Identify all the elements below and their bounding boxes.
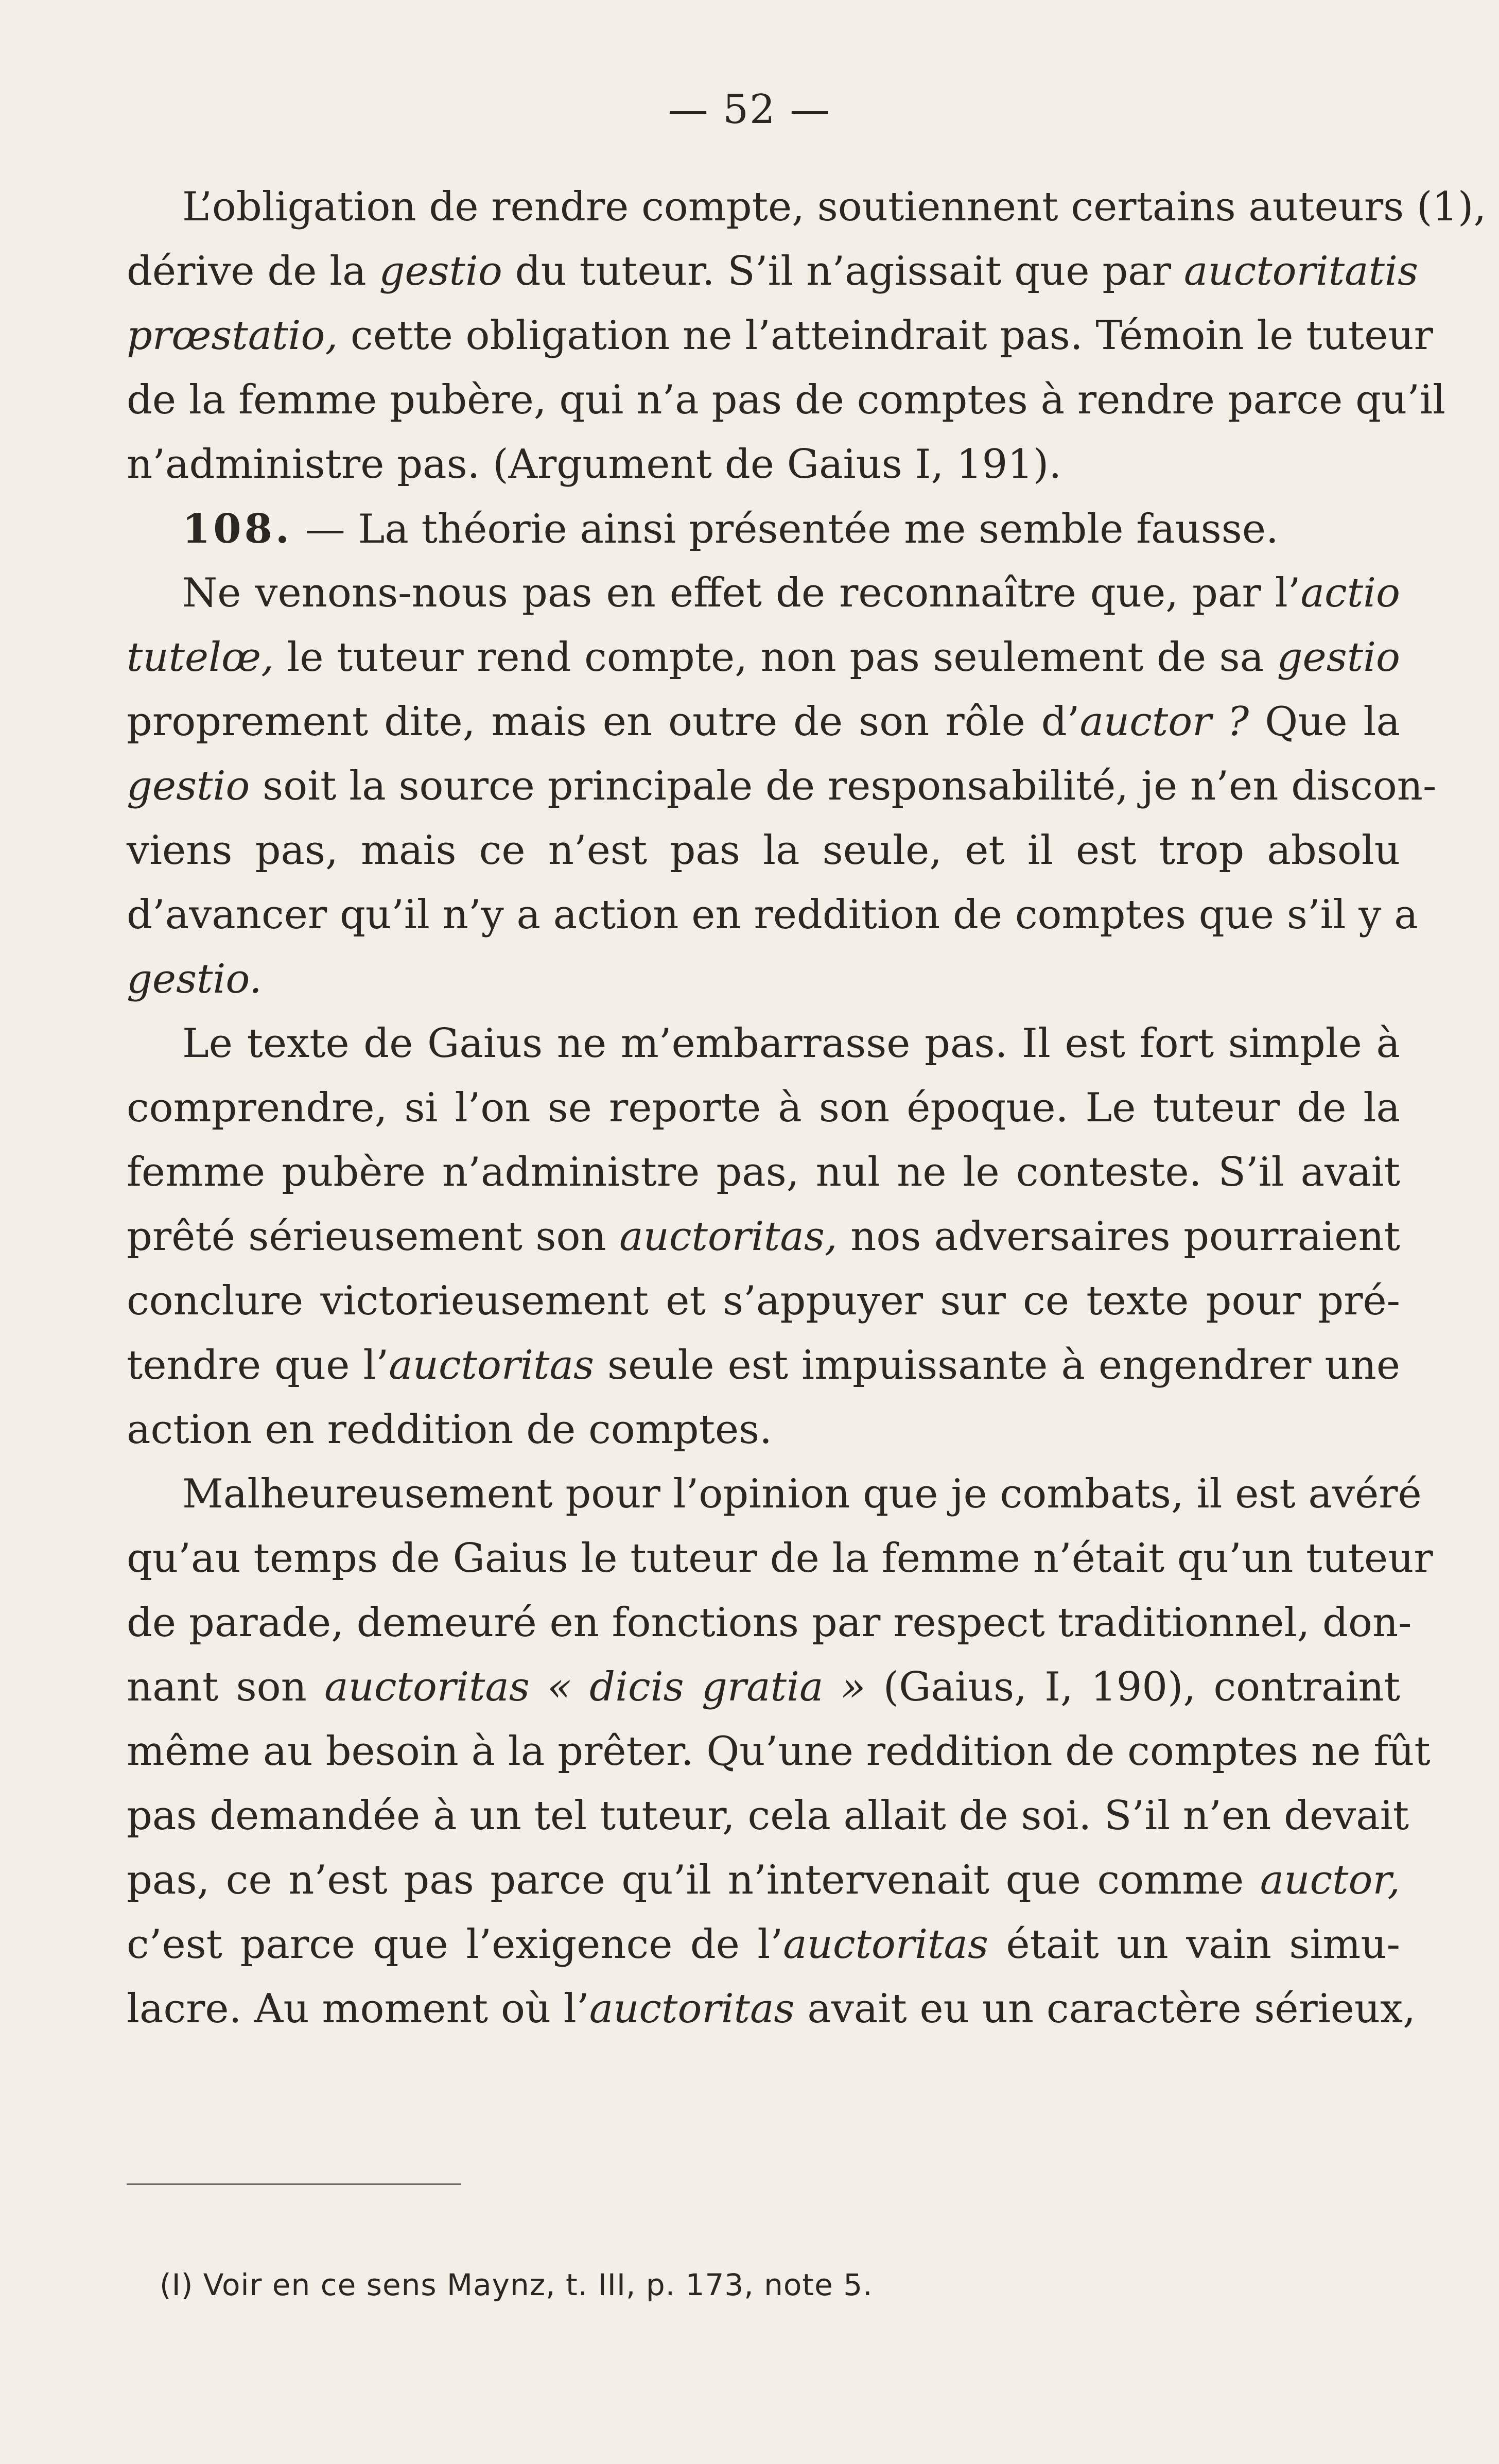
text-run: dérive de la xyxy=(127,248,379,294)
text-run: n’administre pas. (Argument de Gaius I, 191). xyxy=(127,441,1062,488)
text-run: Malheureusement pour l’opinion que je combats, il est avéré xyxy=(182,1471,1422,1517)
text-run: femme pubère n’administre pas, nul ne le conteste. S’il avait xyxy=(127,1149,1400,1195)
section-number: 108. xyxy=(182,506,292,552)
text-run: prêté sérieusement son xyxy=(127,1213,620,1260)
text-run: de parade, demeuré en fonctions par respect traditionnel, don- xyxy=(127,1600,1412,1646)
text-run: action en reddition de comptes. xyxy=(127,1407,772,1453)
text-run: soit la source principale de responsabilité, je n’en discon- xyxy=(250,763,1437,809)
text-line xyxy=(127,1398,1400,1462)
text-line xyxy=(127,1526,1433,1591)
text-line xyxy=(127,1591,1412,1655)
text-line xyxy=(127,819,1400,883)
text-run: pas demandée à un tel tuteur, cela allait de soi. S’il n’en devait xyxy=(127,1793,1409,1839)
footnote-rule xyxy=(127,2183,461,2185)
text-run: le tuteur rend compte, non pas seulement de sa xyxy=(273,634,1277,681)
text-run: tendre que l’ xyxy=(127,1342,389,1389)
text-run: proprement dite, mais en outre de son rôle d’ xyxy=(127,699,1080,745)
text-run: viens pas, mais ce n’est pas la seule, et il est trop absolu xyxy=(127,827,1400,874)
italic-term: gestio xyxy=(379,248,502,294)
text-line xyxy=(127,947,1400,1012)
italic-term: gestio xyxy=(127,763,250,809)
italic-term: auctoritas xyxy=(389,1342,595,1389)
text-run: L’obligation de rendre compte, soutiennent certains auteurs (1), xyxy=(182,184,1487,230)
text-line xyxy=(127,754,1437,819)
text-run: pas, ce n’est pas parce qu’il n’intervenait que comme xyxy=(127,1857,1260,1903)
italic-term: gestio xyxy=(1277,634,1400,681)
text-run: Ne venons-nous pas en effet de reconnaître que, par l’ xyxy=(182,570,1301,616)
text-run: qu’au temps de Gaius le tuteur de la femme n’était qu’un tuteur xyxy=(127,1535,1433,1582)
text-line xyxy=(127,1655,1400,1720)
text-line xyxy=(127,368,1445,432)
italic-term: auctoritas, xyxy=(619,1213,838,1260)
text-run: avait eu un caractère sérieux, xyxy=(794,1986,1416,2032)
text-line xyxy=(127,1913,1400,1977)
text-line xyxy=(127,1076,1400,1140)
text-line xyxy=(127,432,1400,497)
text-line xyxy=(127,1140,1400,1205)
text-run: de la femme pubère, qui n’a pas de comptes à rendre parce qu’il xyxy=(127,377,1445,423)
text-line xyxy=(127,175,1487,239)
text-line xyxy=(127,1269,1400,1333)
footnote: (I) Voir en ce sens Maynz, t. III, p. 173, note 5. xyxy=(160,2267,873,2302)
text-run: c’est parce que l’exigence de l’ xyxy=(127,1921,783,1968)
text-run: comprendre, si l’on se reporte à son époque. Le tuteur de la xyxy=(127,1085,1400,1131)
text-line xyxy=(127,626,1400,690)
text-line xyxy=(127,883,1418,947)
text-run: nos adversaires pourraient xyxy=(837,1213,1400,1260)
text-line xyxy=(127,1462,1422,1526)
text-line xyxy=(127,1205,1400,1269)
text-line xyxy=(127,304,1433,368)
text-line xyxy=(127,690,1400,754)
text-run: du tuteur. S’il n’agissait que par xyxy=(502,248,1184,294)
page-number: — 52 — xyxy=(668,86,831,133)
text-run: Que la xyxy=(1249,699,1400,745)
italic-term: auctor ? xyxy=(1079,699,1249,745)
text-line xyxy=(127,1720,1431,1784)
text-line xyxy=(127,1977,1416,2041)
text-run: d’avancer qu’il n’y a action en reddition de comptes que s’il y a xyxy=(127,892,1418,938)
text-run: était un vain simu- xyxy=(988,1921,1400,1968)
text-run: lacre. Au moment où l’ xyxy=(127,1986,589,2032)
italic-term: auctoritas xyxy=(783,1921,988,1968)
italic-term: auctor, xyxy=(1260,1857,1400,1903)
text-run: seule est impuissante à engendrer une xyxy=(594,1342,1400,1389)
italic-term: prœstatio, xyxy=(127,313,338,359)
text-line xyxy=(127,1012,1400,1076)
italic-term: auctoritatis xyxy=(1183,248,1418,294)
italic-term: gestio. xyxy=(127,956,262,1002)
text-line xyxy=(127,239,1418,304)
italic-term: tutelœ, xyxy=(127,634,274,681)
italic-term: auctoritas xyxy=(589,1986,795,2032)
italic-term: auctoritas « dicis gratia » xyxy=(324,1664,866,1710)
text-run: cette obligation ne l’atteindrait pas. Témoin le tuteur xyxy=(338,313,1433,359)
text-line xyxy=(127,1848,1400,1913)
text-run: nant son xyxy=(127,1664,325,1710)
text-run: même au besoin à la prêter. Qu’une reddition de comptes ne fût xyxy=(127,1728,1431,1775)
text-run: Le texte de Gaius ne m’embarrasse pas. Il est fort simple à xyxy=(182,1020,1400,1067)
text-run: conclure victorieusement et s’appuyer sur ce texte pour pré- xyxy=(127,1278,1400,1324)
text-line xyxy=(127,561,1400,626)
text-line xyxy=(127,1784,1409,1848)
text-run: (Gaius, I, 190), contraint xyxy=(865,1664,1400,1710)
italic-term: actio xyxy=(1300,570,1400,616)
text-run: — La théorie ainsi présentée me semble fausse. xyxy=(292,506,1279,552)
body-text xyxy=(127,175,1487,2041)
text-line xyxy=(127,1333,1400,1398)
section-heading-line xyxy=(127,497,1400,561)
